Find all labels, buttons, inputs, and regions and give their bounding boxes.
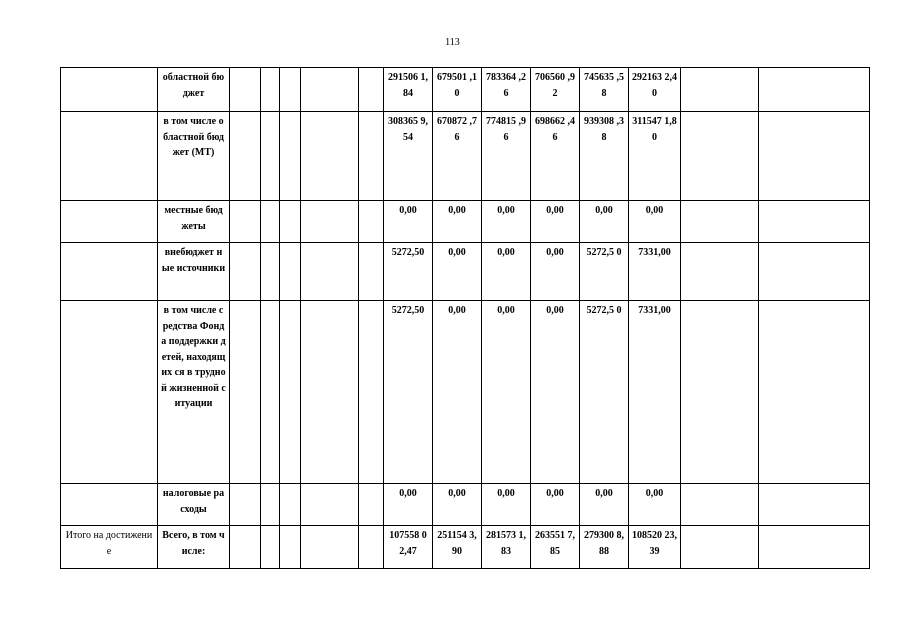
funding-source-cell: областной бюджет [158, 68, 230, 112]
row-label-cell [61, 484, 158, 526]
empty-cell [280, 526, 301, 569]
value-cell: 745635 ,58 [580, 68, 629, 112]
page-number: 113 [445, 37, 460, 48]
table-row [61, 112, 870, 201]
value-cell: 308365 9,54 [384, 112, 433, 201]
value-cell: 783364 ,26 [482, 68, 531, 112]
empty-cell [280, 68, 301, 112]
value-cell: 311547 1,80 [629, 112, 681, 201]
value-cell: 5272,50 [384, 243, 433, 301]
empty-cell [759, 301, 870, 484]
empty-cell [261, 526, 280, 569]
value-cell: 0,00 [580, 201, 629, 243]
empty-cell [301, 301, 359, 484]
funding-source-cell: внебюджет ные источники [158, 243, 230, 301]
value-cell: 939308 ,38 [580, 112, 629, 201]
value-cell: 0,00 [629, 201, 681, 243]
empty-cell [230, 112, 261, 201]
value-cell: 291506 1,84 [384, 68, 433, 112]
empty-cell [359, 68, 384, 112]
value-cell: 107558 02,47 [384, 526, 433, 569]
value-cell: 679501 ,10 [433, 68, 482, 112]
empty-cell [681, 243, 759, 301]
empty-cell [681, 526, 759, 569]
value-cell: 0,00 [580, 484, 629, 526]
table-row [61, 484, 870, 526]
empty-cell [280, 201, 301, 243]
value-cell: 292163 2,40 [629, 68, 681, 112]
value-cell: 774815 ,96 [482, 112, 531, 201]
empty-cell [261, 201, 280, 243]
table-row [61, 201, 870, 243]
funding-source-cell: в том числе областной бюджет (МТ) [158, 112, 230, 201]
empty-cell [261, 484, 280, 526]
empty-cell [261, 301, 280, 484]
value-cell: 5272,5 0 [580, 243, 629, 301]
funding-source-cell: местные бюджеты [158, 201, 230, 243]
value-cell: 0,00 [531, 484, 580, 526]
empty-cell [230, 68, 261, 112]
value-cell: 108520 23,39 [629, 526, 681, 569]
row-label-cell [61, 243, 158, 301]
empty-cell [359, 301, 384, 484]
value-cell: 0,00 [433, 301, 482, 484]
value-cell: 706560 ,92 [531, 68, 580, 112]
empty-cell [261, 243, 280, 301]
value-cell: 251154 3,90 [433, 526, 482, 569]
value-cell: 263551 7,85 [531, 526, 580, 569]
empty-cell [359, 484, 384, 526]
value-cell: 281573 1,83 [482, 526, 531, 569]
empty-cell [280, 301, 301, 484]
empty-cell [261, 112, 280, 201]
empty-cell [280, 484, 301, 526]
value-cell: 670872 ,76 [433, 112, 482, 201]
value-cell: 0,00 [433, 484, 482, 526]
value-cell: 0,00 [482, 243, 531, 301]
value-cell: 698662 ,46 [531, 112, 580, 201]
empty-cell [261, 68, 280, 112]
empty-cell [230, 484, 261, 526]
empty-cell [359, 201, 384, 243]
empty-cell [759, 112, 870, 201]
budget-table [60, 67, 870, 569]
value-cell: 7331,00 [629, 243, 681, 301]
funding-source-cell: в том числе средства Фонда поддержки детей, находящих ся в трудной жизненной ситуации [158, 301, 230, 484]
empty-cell [759, 526, 870, 569]
value-cell: 0,00 [482, 201, 531, 243]
empty-cell [301, 484, 359, 526]
value-cell: 5272,5 0 [580, 301, 629, 484]
row-label-cell [61, 301, 158, 484]
value-cell: 0,00 [433, 201, 482, 243]
value-cell: 0,00 [384, 484, 433, 526]
table-row [61, 243, 870, 301]
row-label-cell [61, 201, 158, 243]
value-cell: 0,00 [384, 201, 433, 243]
value-cell: 0,00 [482, 301, 531, 484]
empty-cell [681, 484, 759, 526]
empty-cell [230, 526, 261, 569]
value-cell: 0,00 [531, 243, 580, 301]
empty-cell [230, 301, 261, 484]
empty-cell [681, 68, 759, 112]
empty-cell [681, 301, 759, 484]
empty-cell [280, 243, 301, 301]
empty-cell [301, 201, 359, 243]
empty-cell [359, 526, 384, 569]
table-row [61, 526, 870, 569]
value-cell: 0,00 [531, 201, 580, 243]
table-row [61, 68, 870, 112]
funding-source-cell: Всего, в том числе: [158, 526, 230, 569]
table-body [61, 68, 870, 569]
empty-cell [759, 68, 870, 112]
row-label-cell [61, 68, 158, 112]
empty-cell [301, 243, 359, 301]
value-cell: 5272,50 [384, 301, 433, 484]
empty-cell [301, 68, 359, 112]
row-label-cell [61, 112, 158, 201]
empty-cell [301, 112, 359, 201]
row-label-cell: Итого на достижение [61, 526, 158, 569]
empty-cell [681, 112, 759, 201]
empty-cell [759, 201, 870, 243]
empty-cell [301, 526, 359, 569]
value-cell: 0,00 [531, 301, 580, 484]
value-cell: 7331,00 [629, 301, 681, 484]
empty-cell [280, 112, 301, 201]
value-cell: 0,00 [433, 243, 482, 301]
empty-cell [759, 484, 870, 526]
funding-source-cell: налоговые расходы [158, 484, 230, 526]
value-cell: 279300 8,88 [580, 526, 629, 569]
empty-cell [681, 201, 759, 243]
table-row [61, 301, 870, 484]
value-cell: 0,00 [629, 484, 681, 526]
value-cell: 0,00 [482, 484, 531, 526]
empty-cell [230, 243, 261, 301]
empty-cell [359, 112, 384, 201]
empty-cell [759, 243, 870, 301]
empty-cell [359, 243, 384, 301]
empty-cell [230, 201, 261, 243]
